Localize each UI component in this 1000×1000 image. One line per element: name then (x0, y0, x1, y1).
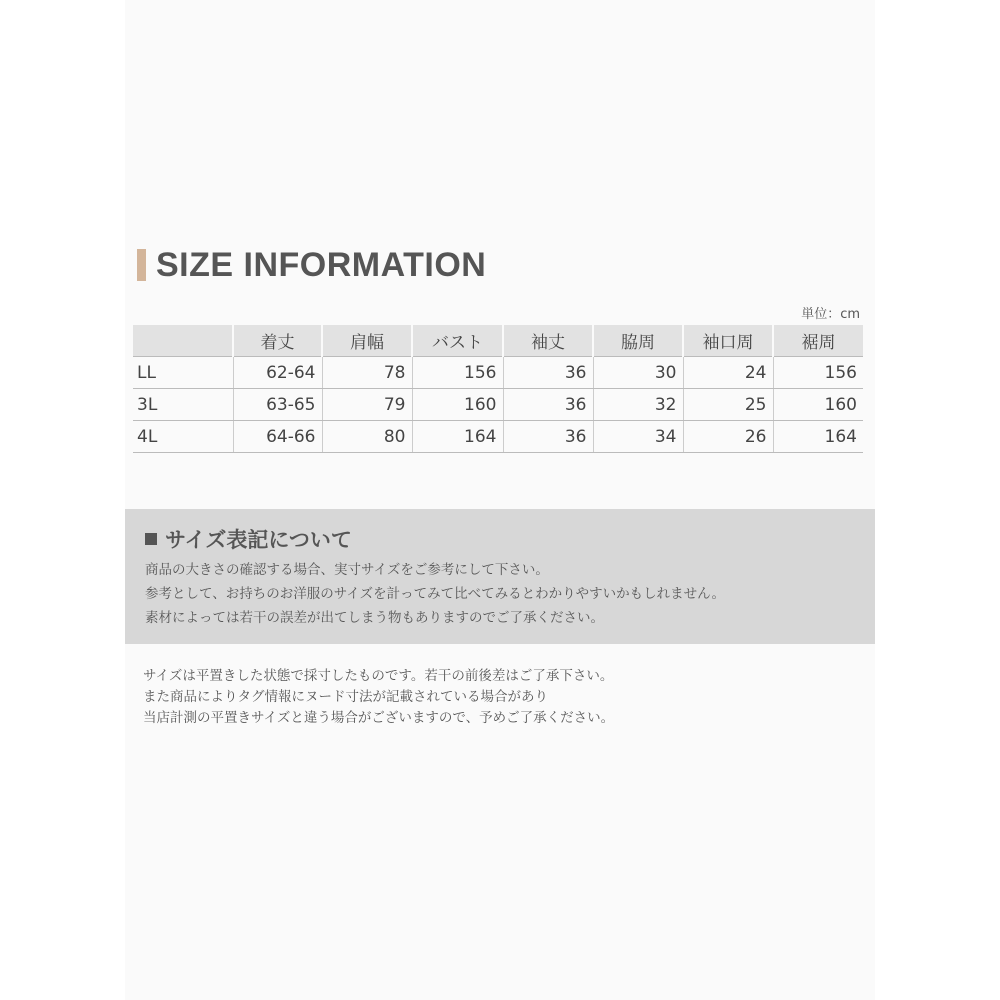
heading-accent-bar (137, 249, 146, 281)
table-header-row (133, 325, 863, 357)
notice-title (145, 524, 352, 554)
table-cell: 62-64 (233, 357, 322, 389)
size-label-cell: 4L (133, 421, 233, 453)
header-cell-shoulder: 肩幅 (322, 325, 412, 357)
header-cell-armhole: 脇周 (593, 325, 683, 357)
table-cell: 26 (683, 421, 773, 453)
notice-line: 参考として、お持ちのお洋服のサイズを計ってみて比べてみるとわかりやすいかもしれません。 (145, 586, 725, 602)
page-title: SIZE INFORMATION (156, 245, 487, 284)
measurement-notes (143, 666, 614, 729)
size-notice-box (125, 509, 875, 644)
table-cell: 36 (503, 357, 593, 389)
header-cell-sleeve: 袖丈 (503, 325, 593, 357)
header-cell-length: 着丈 (233, 325, 322, 357)
header-cell-hem: 裾周 (773, 325, 863, 357)
table-cell: 164 (412, 421, 503, 453)
table-cell: 160 (412, 389, 503, 421)
note-line: 当店計測の平置きサイズと違う場合がございますので、予めご了承ください。 (143, 710, 615, 726)
section-heading (137, 245, 486, 285)
notice-body (145, 558, 725, 630)
size-table (133, 325, 863, 453)
table-cell: 64-66 (233, 421, 322, 453)
table-cell: 79 (322, 389, 412, 421)
table-cell: 30 (593, 357, 683, 389)
table-cell: 36 (503, 389, 593, 421)
table-row (133, 357, 863, 389)
table-cell: 78 (322, 357, 412, 389)
table-cell: 34 (593, 421, 683, 453)
notice-line: 商品の大きさの確認する場合、実寸サイズをご参考にして下さい。 (145, 562, 549, 578)
square-bullet-icon (145, 533, 157, 545)
size-label-cell: 3L (133, 389, 233, 421)
size-label-cell: LL (133, 357, 233, 389)
table-row (133, 421, 863, 453)
table-cell: 32 (593, 389, 683, 421)
table-cell: 160 (773, 389, 863, 421)
notice-title-text: サイズ表記について (165, 528, 352, 552)
header-cell-blank (133, 325, 233, 357)
table-cell: 156 (412, 357, 503, 389)
table-cell: 24 (683, 357, 773, 389)
table-cell: 156 (773, 357, 863, 389)
table-cell: 63-65 (233, 389, 322, 421)
table-cell: 80 (322, 421, 412, 453)
page-background (125, 0, 875, 1000)
table-cell: 25 (683, 389, 773, 421)
header-cell-cuff: 袖口周 (683, 325, 773, 357)
unit-label: 単位：cm (801, 307, 860, 322)
note-line: サイズは平置きした状態で採寸したものです。若干の前後差はご了承下さい。 (143, 668, 614, 684)
table-cell: 164 (773, 421, 863, 453)
header-cell-bust: バスト (412, 325, 503, 357)
table-cell: 36 (503, 421, 593, 453)
notice-line: 素材によっては若干の誤差が出てしまう物もありますのでご了承ください。 (145, 610, 604, 626)
note-line: また商品によりタグ情報にヌード寸法が記載されている場合があり (143, 689, 548, 705)
table-row (133, 389, 863, 421)
